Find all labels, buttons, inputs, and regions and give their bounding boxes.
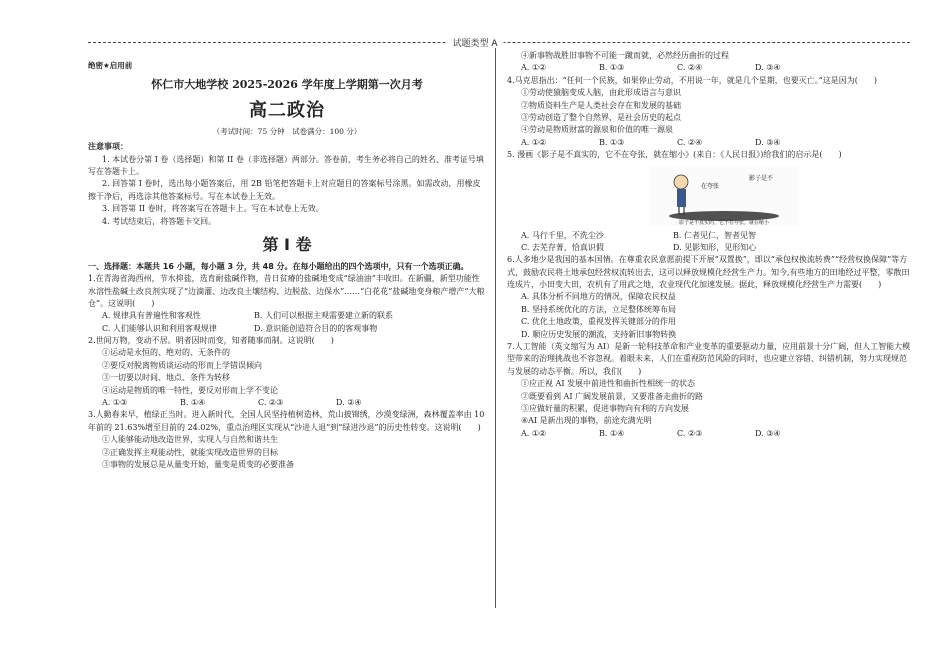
q2-stem: 2.世间万物，变动不居。明者因时而变，知者随事而制。这说明( ): [88, 336, 334, 346]
q2-option: B. ①④: [180, 398, 206, 408]
q7-option: D. ③④: [755, 428, 781, 438]
q2-option: D. ②④: [336, 398, 362, 408]
q7-sub: ①应正视 AI 发展中前进性和曲折性相统一的状态: [521, 379, 696, 389]
q4-option: A. ①②: [521, 137, 547, 147]
q4-sub: ③劳动创造了整个自然界，是社会历史的起点: [521, 112, 681, 122]
q4-stem: 4.马克思指出：“任何一个民族，如果停止劳动，不用说一年，就是几个星期，也要灭亡。”这是因为( ): [507, 75, 878, 85]
notice-title: 注意事项：: [88, 142, 128, 152]
q6-stem: 6.人多地少是我国的基本国情。在尊重农民意愿前提下开展“双置换”，即以“承包权换流转费”“经营权换保障”等方式，鼓励农民将土地承包经营权流转出去，这可以释放规模化经营生产力。知今,有些地方的田地经过平整，零散田连成片，小田变大田，农机有了用武之地，农业现代化加速发展。据此，释放规模化经营生产力需要( ): [507, 255, 910, 290]
q3-stem: 3.人勤春来早，植绿正当时。进入新时代，全国人民坚持植树造林，荒山披锦绣，沙漠变绿洲，森林覆盖率由 10 年前的 21.63%增至目前的 24.02%，重点治理区实现从“沙进人退”到“绿进沙退”的历史性转变。这说明( ): [88, 410, 485, 432]
time-info: （考试时间：75 分钟 试卷满分：100 分）: [212, 126, 362, 136]
paper-type-label: 试题类型 A: [446, 36, 503, 49]
q3-sub: ④新事物战胜旧事物不可能一蹴而就，必然经历曲折的过程: [521, 51, 729, 60]
q2-sub: ④运动是物质的唯一特性，要反对形而上学不变论: [102, 385, 278, 395]
q2-sub: ②要反对脱离物质谈运动的形而上学错误倾向: [102, 360, 262, 370]
q6-option: D. 顺应历史发展的潮流，支持新旧事物转换: [521, 329, 677, 339]
school-title: 怀仁市大地学校 2025-2026 学年度上学期第一次月考: [151, 77, 423, 91]
q2-option: A. ①③: [102, 398, 128, 408]
q5-option: A. 马行千里，不洗尘沙: [521, 230, 604, 240]
notice-item: 1. 本试卷分第 I 卷（选择题）和第 II 卷（非选择题）两部分。答卷前，考生务必将自己的姓名、准考证号填写在答题卡上。: [88, 154, 484, 176]
right-column: [507, 50, 912, 440]
q4-sub: ①劳动使猿脑变成人脑，由此形成语言与意识: [521, 88, 681, 98]
q4-sub: ②物质资料生产是人类社会存在和发展的基础: [521, 100, 681, 110]
q3-option: D. ③④: [755, 63, 781, 73]
q2-options: [88, 397, 486, 409]
notice-item: 2. 回答第 I 卷时，选出每小题答案后，用 2B 铅笔把答题卡上对应题目的答案标号涂黑。如需改动，用橡皮擦干净后，再选涂其他答案标号。写在本试卷上无效。: [88, 179, 481, 201]
q1-option: A. 规律具有普遍性和客观性: [102, 311, 201, 321]
secret-label: 绝密★启用前: [88, 61, 133, 70]
notice-item: 4. 考试结束后，将答题卡交回。: [102, 216, 217, 226]
q1-option: B. 人们可以根据主观需要建立新的联系: [254, 311, 393, 321]
q7-option: B. ①④: [599, 428, 625, 438]
q5-option: C. 去芜存菁，恰真识假: [521, 242, 604, 252]
part-title: 第 I 卷: [262, 234, 312, 254]
q2-sub: ③一切要以时间、地点、条件为转移: [102, 373, 230, 383]
q5-option: D. 见影知形，见形知心: [673, 242, 757, 252]
q6-option: A. 具体分析不同地方的情况，保障农民权益: [521, 292, 676, 302]
q7-sub: ③应做好量的积累，促进事物向有利的方向发展: [521, 403, 689, 413]
column-divider: [495, 48, 496, 608]
q4-sub: ④劳动是物质财富的源泉和价值的唯一源泉: [521, 125, 673, 135]
q4-option: C. ②④: [677, 137, 703, 147]
notice-item: 3. 回答第 II 卷时，将答案写在答题卡上。写在本试卷上无效。: [102, 204, 324, 214]
q1-stem: 1.在青海省海西州，节水抑盐，选育耐盐碱作物，昔日贫瘠的盐碱地变成“绿油油”丰收田。在新疆，新型功能性水溶性盐碱土改良剂实现了“边滴灌、边改良土壤结构、边脱盐、边保水”……“白花花”盐碱地变身粮产增产“大粮仓”。这说明( ): [88, 274, 485, 308]
cartoon-drawing: [649, 166, 799, 226]
cartoon-text-left: 在夸张: [701, 182, 720, 190]
q7-option: A. ①②: [521, 428, 547, 438]
q1-option: D. 意识能创造符合目的的客观事物: [254, 323, 378, 333]
q5-stem: 5. 漫画《影子是不真实的，它不在夸张，就在缩小》(来自：《人民日报》)给我们的启示是( ): [507, 150, 842, 160]
q6-option: C. 优化土地政策，重视发挥关键部分的作用: [521, 317, 676, 327]
cartoon-text-right: 影子是不: [749, 174, 774, 182]
q3-options: [507, 62, 912, 74]
q3-sub: ①人能够能动地改造世界，实现人与自然和谐共生: [102, 435, 278, 445]
person-head: [674, 175, 688, 189]
q3-option: A. ①②: [521, 63, 547, 73]
cartoon-caption: 影子是不真实的，它不在夸张，就在缩小: [678, 219, 769, 226]
q2-sub: ①运动是永恒的、绝对的、无条件的: [102, 348, 230, 358]
q7-options: [507, 428, 912, 440]
q5-options: [507, 230, 912, 255]
q7-sub: ②既要看到 AI 广阔发展前景，又要准备走曲折的路: [521, 391, 704, 401]
q4-options: [507, 137, 912, 149]
q7-option: C. ②③: [677, 428, 703, 438]
q4-option: D. ③④: [755, 137, 781, 147]
cartoon-image: [649, 166, 799, 226]
section-title: 一、选择题：本题共 16 小题，每小题 3 分，共 48 分。在每小题给出的四个选项中，只有一个选项正确。: [88, 261, 469, 271]
q3-option: B. ①③: [599, 63, 625, 73]
person-body: [677, 189, 686, 207]
subject-title: 高二政治: [249, 99, 325, 121]
q3-sub: ③事物的发展总是从量变开始，量变是质变的必要准备: [102, 459, 294, 469]
q3-option: C. ②④: [677, 63, 703, 73]
q2-option: C. ②③: [258, 398, 284, 408]
q1-options: [88, 310, 486, 335]
q5-option: B. 仁者见仁，智者见智: [673, 230, 756, 240]
left-column: [88, 56, 486, 471]
q6-option: B. 坚持系统优化的方法，立足整体统筹布局: [521, 304, 676, 314]
q7-stem: 7.人工智能（英文缩写为 AI）是新一轮科技革命和产业变革的重要驱动力量，应用前景十分广阔，但人工智能大模型带来的治理挑战也不容忽视。着眼未来，人们在重视防范风险的同时，也应建立容错、纠错机制，努力实现规范与发展的动态平衡。所以，我们( ): [507, 342, 911, 376]
q1-option: C. 人们能够认识和利用客观规律: [102, 323, 217, 333]
q7-sub: ④AI 是新出现的事物，前途充满光明: [521, 416, 652, 426]
q4-option: B. ①③: [599, 137, 625, 147]
q3-sub: ②正确发挥主观能动性，就能实现改造世界的目标: [102, 447, 278, 457]
